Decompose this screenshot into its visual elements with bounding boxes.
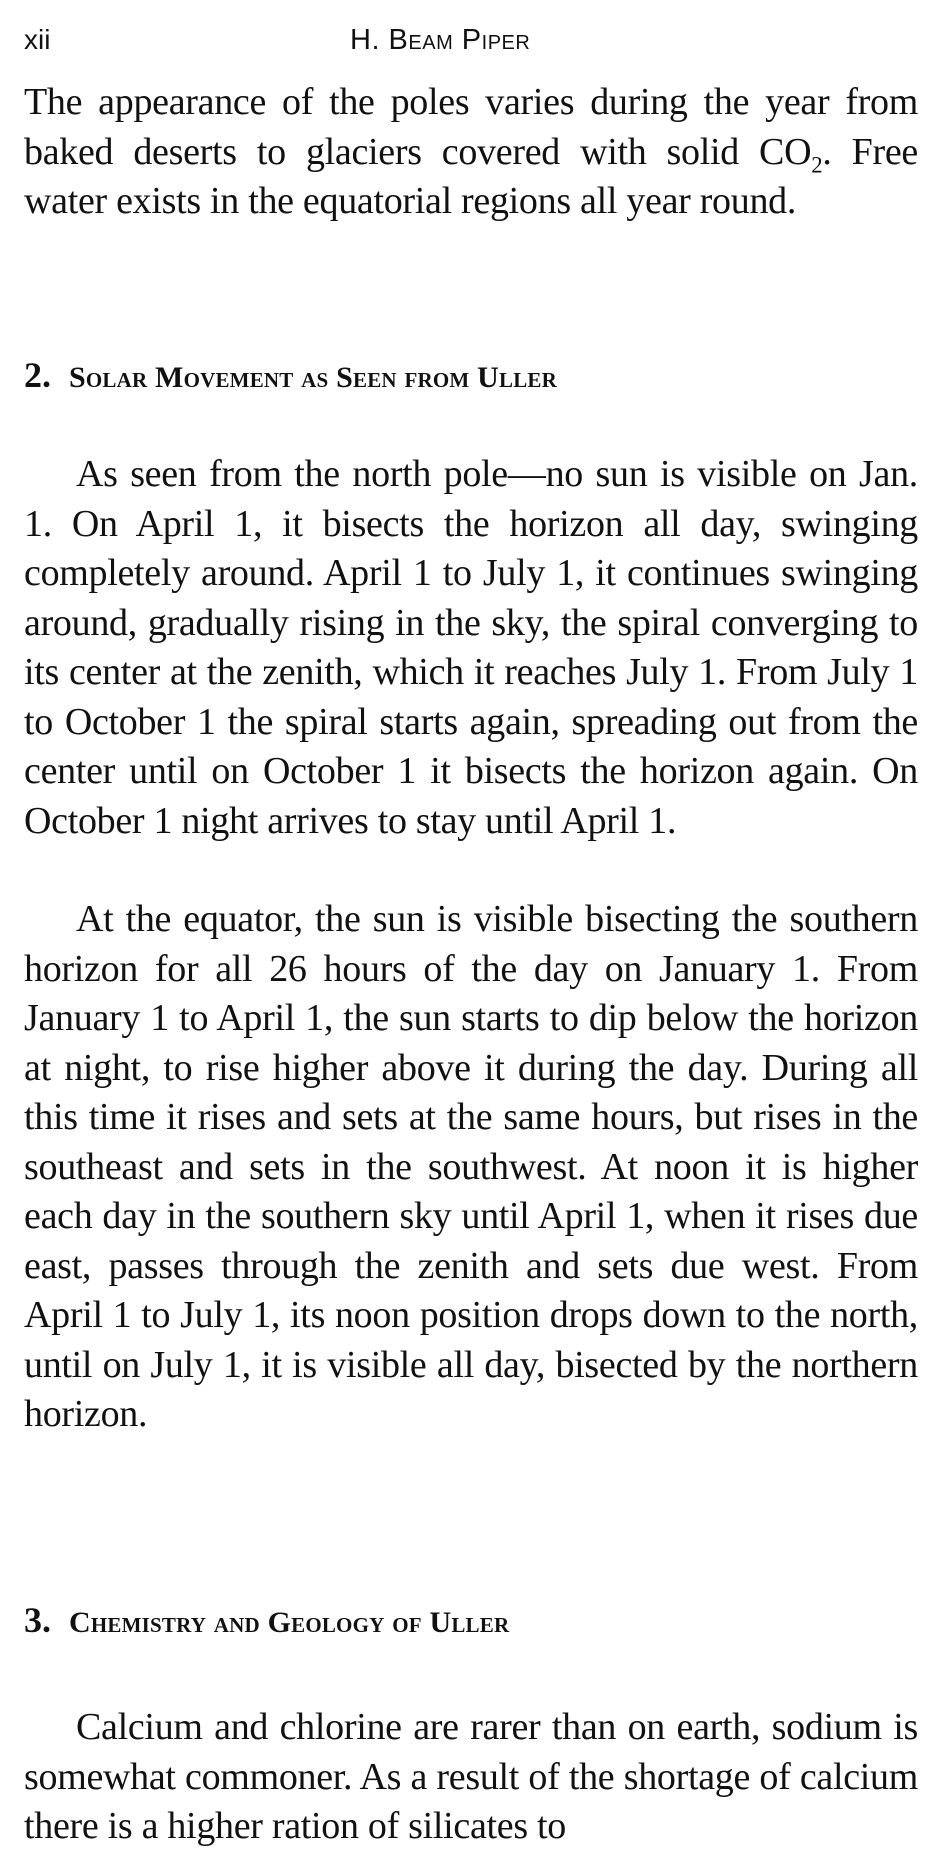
section-3-title: Chemistry and Geology of Uller [69, 1606, 510, 1639]
section-2-paragraph-1: As seen from the north pole—no sun is visible on Jan. 1. On April 1, it bisects the horizon all day, swinging completely around. April 1 to July 1, it continues swinging around, gradually rising in the sky, the spiral converging to its center at the zenith, which it reaches July 1. From July 1 to October 1 the spiral starts again, spreading out from the center until on October 1 it bisects the horizon again. On October 1 night arrives to stay until April 1. [24, 453, 918, 842]
section-3-paragraph-1: Calcium and chlorine are rarer than on earth, sodium is somewhat commoner. As a result of the shortage of calcium there is a higher ration of silicates to [24, 1706, 918, 1847]
section-2-number: 2. [24, 355, 51, 395]
intro-text-start: The appearance of the poles varies during the year from baked deserts to glaciers covered with solid CO [24, 81, 918, 173]
section-3-heading [24, 1600, 918, 1643]
subscript: 2 [811, 152, 823, 178]
intro-paragraph [24, 78, 918, 227]
section-2-title: Solar Movement as Seen from Uller [69, 361, 557, 394]
running-head [24, 20, 924, 60]
section-2-paragraph-2: At the equator, the sun is visible bisecting the southern horizon for all 26 hours of the day on January 1. From January 1 to April 1, the sun starts to dip below the horizon at night, to rise higher above it during the day. During all this time it rises and sets at the same hours, but rises in the southeast and sets in the southwest. At noon it is higher each day in the southern sky until April 1, when it rises due east, passes through the zenith and sets due west. From April 1 to July 1, its noon position drops down to the north, until on July 1, it is visible all day, bisected by the northern horizon. [24, 898, 918, 1435]
book-title: H. Beam Piper [350, 24, 531, 56]
intro-text-end: . Free water exists in the equatorial regions all year round. [24, 130, 918, 222]
page-number: xii [24, 24, 51, 55]
section-2-heading [24, 355, 918, 398]
section-3-number: 3. [24, 1600, 51, 1640]
